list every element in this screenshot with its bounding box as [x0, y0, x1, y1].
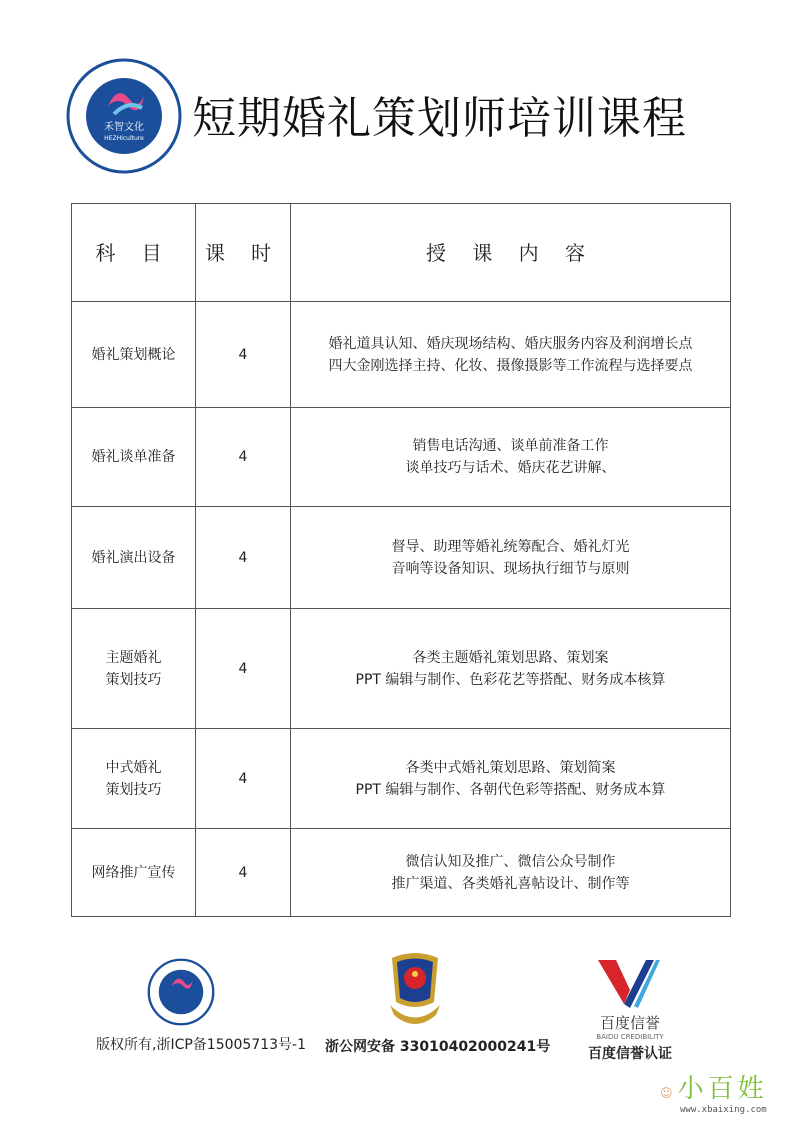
table-row: [72, 507, 731, 609]
content-line: 销售电话沟通、谈单前准备工作: [412, 438, 609, 454]
hours: 4: [196, 729, 291, 829]
column-header: 课 时: [196, 204, 291, 302]
copyright-block: [96, 958, 307, 1054]
table-row: [72, 609, 731, 729]
subject: 婚礼策划概论: [91, 346, 176, 363]
police-record-text: 浙公网安备 33010402000241号: [325, 1039, 551, 1055]
police-emblem-icon: [380, 950, 450, 1028]
copyright-text: 版权所有,浙ICP备15005713号-1: [96, 1037, 307, 1053]
subject: 网络推广宣传: [91, 864, 176, 881]
watermark: [660, 1068, 768, 1115]
hezhi-logo: [66, 58, 182, 174]
content-line: 推广渠道、各类婚礼喜帖设计、制作等: [391, 875, 630, 892]
course-table: [71, 203, 731, 917]
table-row: [72, 408, 731, 507]
content-line: 各类中式婚礼策划思路、策划简案: [405, 759, 616, 776]
baidu-cert-text: 百度信誉认证: [588, 1046, 672, 1062]
subject: 婚礼演出设备: [91, 549, 176, 566]
mascot-icon: ☺: [660, 1086, 673, 1100]
table-row: [72, 302, 731, 408]
column-header: 科 目: [72, 204, 196, 302]
hours: 4: [196, 302, 291, 408]
hours: 4: [196, 408, 291, 507]
subject: 策划技巧: [105, 671, 162, 688]
baidu-credibility-logo: [598, 958, 662, 1008]
svg-text:HEZHIculture: HEZHIculture: [104, 135, 144, 142]
baidu-block: [575, 958, 685, 1063]
police-block: [325, 950, 551, 1056]
content-line: PPT 编辑与制作、色彩花艺等搭配、财务成本核算: [355, 671, 666, 688]
svg-text:禾智文化: 禾智文化: [104, 122, 144, 133]
baidu-logo-cn: 百度信誉: [599, 1014, 660, 1032]
content-line: 婚礼道具认知、婚庆现场结构、婚庆服务内容及利润增长点: [328, 335, 693, 352]
table-row: [72, 829, 731, 917]
watermark-url: www.xbaixing.com: [680, 1105, 767, 1115]
watermark-text: 小百姓: [677, 1074, 768, 1104]
table-header-row: [72, 204, 731, 302]
subject: 婚礼谈单准备: [91, 449, 176, 465]
content-line: 谈单技巧与话术、婚庆花艺讲解、: [405, 460, 616, 476]
hours: 4: [196, 507, 291, 609]
content-line: 四大金刚选择主持、化妆、摄像摄影等工作流程与选择要点: [328, 357, 693, 374]
content-line: 微信认知及推广、微信公众号制作: [405, 853, 616, 870]
subject: 中式婚礼: [105, 759, 162, 776]
table-row: [72, 729, 731, 829]
subject: 策划技巧: [105, 781, 162, 798]
hezhi-logo-small: [147, 958, 215, 1026]
hours: 4: [196, 609, 291, 729]
page-title: 短期婚礼策划师培训课程: [192, 93, 687, 144]
content-line: 各类主题婚礼策划思路、策划案: [412, 649, 609, 666]
baidu-logo-en: BAIDU CREDIBILITY: [596, 1033, 664, 1041]
content-line: PPT 编辑与制作、各朝代色彩等搭配、财务成本算: [355, 781, 666, 798]
column-header: 授 课 内 容: [291, 204, 731, 302]
content-line: 督导、助理等婚礼统筹配合、婚礼灯光: [391, 538, 630, 555]
subject: 主题婚礼: [105, 649, 162, 666]
hours: 4: [196, 829, 291, 917]
content-line: 音响等设备知识、现场执行细节与原则: [391, 560, 630, 577]
